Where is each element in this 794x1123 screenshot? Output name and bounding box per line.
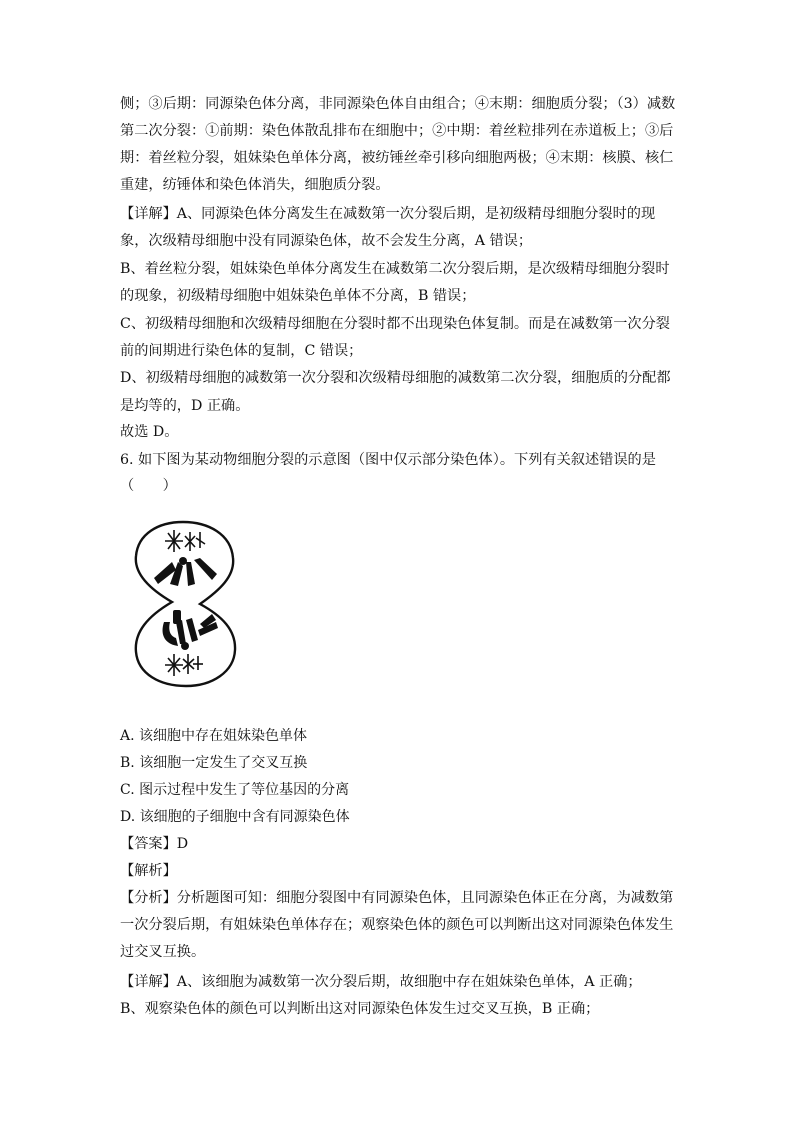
analysis-heading: 【解析】 <box>120 863 177 879</box>
analysis-line: 【分析】分析题图可知：细胞分裂图中有同源染色体，且同源染色体正在分离，为减数第 <box>120 890 674 906</box>
text-line: D、初级精母细胞的减数第一次分裂和次级精母细胞的减数第二次分裂，细胞质的分配都 <box>120 370 671 386</box>
chromosome-group-top <box>154 557 217 586</box>
spindle-pole-bottom <box>165 654 203 676</box>
text-line: 第二次分裂：①前期：染色体散乱排布在细胞中；②中期：着丝粒排列在赤道板上；③后 <box>120 123 674 139</box>
text-line: 重建，纺锤体和染色体消失，细胞质分裂。 <box>120 177 390 193</box>
analysis-line: 一次分裂后期，有姐妹染色单体存在；观察染色体的颜色可以判断出这对同源染色体发生 <box>120 917 674 933</box>
spindle-pole-top <box>165 530 205 552</box>
option-b: B. 该细胞一定发生了交叉互换 <box>120 755 308 771</box>
option-d: D. 该细胞的子细胞中含有同源染色体 <box>120 809 350 825</box>
question-stem: 6. 如下图为某动物细胞分裂的示意图（图中仅示部分染色体）。下列有关叙述错误的是 <box>120 452 656 468</box>
text-line: 是均等的，D 正确。 <box>120 398 250 414</box>
text-line: 侧；③后期：同源染色体分离，非同源染色体自由组合；④末期：细胞质分裂；（3）减数 <box>120 96 676 112</box>
detail-line: B、观察染色体的颜色可以判断出这对同源染色体发生过交叉互换，B 正确； <box>120 1001 600 1017</box>
chromosome-group-bottom <box>163 610 218 650</box>
detail-line: 【详解】A、同源染色体分离发生在减数第一次分裂后期，是初级精母细胞分裂时的现 <box>120 206 656 222</box>
text-line: 象，次级精母细胞中没有同源染色体，故不会发生分离，A 错误； <box>120 233 533 249</box>
text-line: C、初级精母细胞和次级精母细胞在分裂时都不出现染色体复制。而是在减数第一次分裂 <box>120 316 670 332</box>
analysis-line: 过交叉互换。 <box>120 944 206 960</box>
text-line: B、着丝粒分裂，姐妹染色单体分离发生在减数第二次分裂后期，是次级精母细胞分裂时 <box>120 261 670 277</box>
text-line: 前的间期进行染色体的复制，C 错误； <box>120 343 363 359</box>
option-a: A. 该细胞中存在姐妹染色单体 <box>120 728 308 744</box>
text-line: 的现象，初级精母细胞中姐妹染色单体不分离，B 错误； <box>120 288 476 304</box>
answer-label: 【答案】D <box>120 836 189 852</box>
option-c: C. 图示过程中发生了等位基因的分离 <box>120 782 350 798</box>
text-line: 故选 D。 <box>120 424 179 440</box>
detail-line: 【详解】A、该细胞为减数第一次分裂后期，故细胞中存在姐妹染色单体，A 正确； <box>120 974 642 990</box>
answer-blank: （ ） <box>120 478 177 494</box>
text-line: 期：着丝粒分裂，姐妹染色单体分离，被纺锤丝牵引移向细胞两极；④末期：核膜、核仁 <box>120 150 674 166</box>
cell-division-diagram <box>128 518 248 690</box>
